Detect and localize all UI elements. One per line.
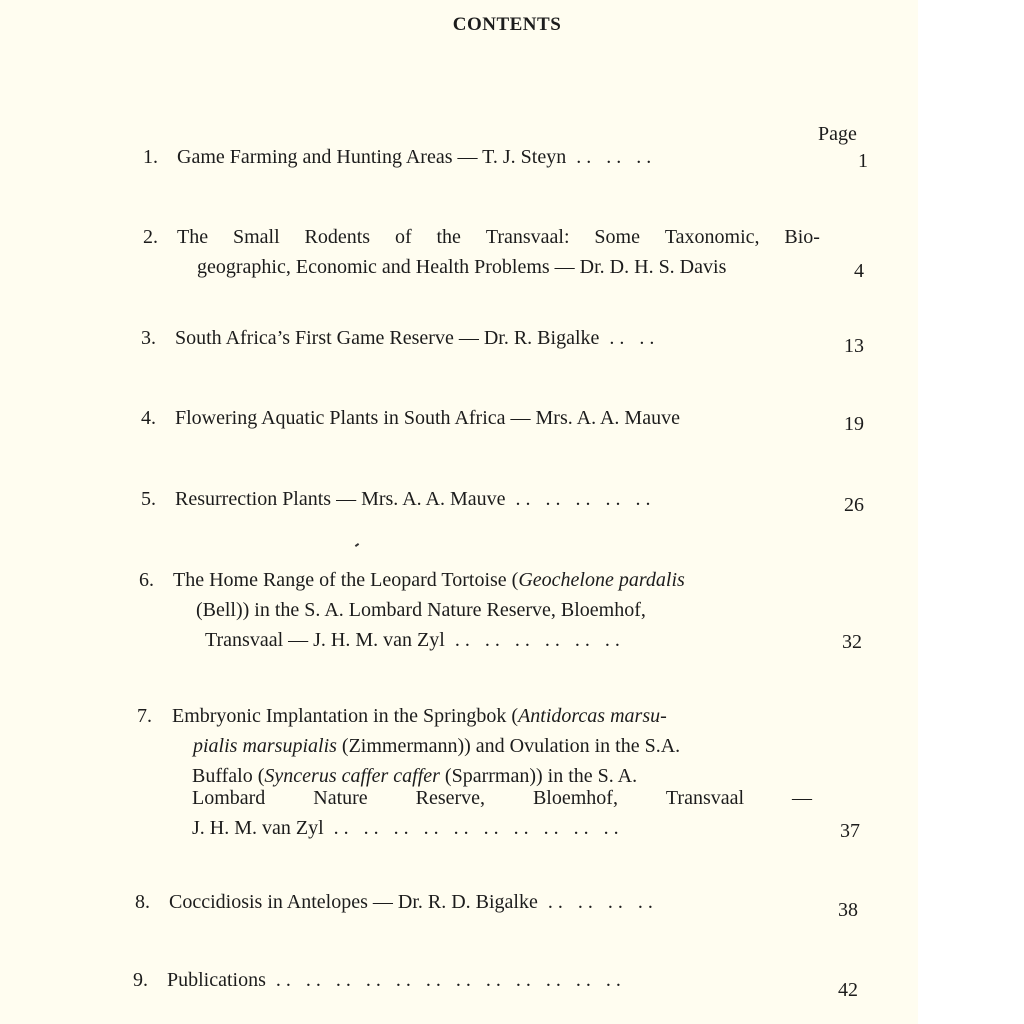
entry-title-line-4 (192, 785, 812, 811)
contents-heading: CONTENTS (452, 14, 562, 35)
entry-title-text: Buffalo ( (192, 765, 265, 787)
leader-dots: . . . . . . . . . . . . (454, 629, 620, 651)
entry-title-text: (Zimmermann)) and Ovulation in the S.A. (341, 735, 681, 757)
entry-page-number: 38 (838, 899, 858, 921)
entry-title (169, 889, 653, 915)
word: Some (594, 226, 640, 248)
entry-page-number: 19 (844, 413, 864, 435)
word: Transvaal (665, 787, 745, 809)
entry-number: 7. (137, 705, 152, 727)
leader-dots: . . . . (609, 327, 655, 349)
word: Reserve, (415, 787, 486, 809)
print-speck (355, 543, 359, 547)
entry-title-text: Publications (167, 969, 266, 991)
word: Taxonomic, (664, 226, 760, 248)
species-name: Antidorcas marsu- (518, 705, 667, 727)
entry-title (177, 144, 651, 170)
entry-title-line-2 (193, 733, 680, 759)
entry-page-number: 1 (858, 150, 868, 172)
entry-number: 9. (133, 969, 148, 991)
entry-title-line-1 (173, 567, 685, 593)
entry-page-number: 42 (838, 979, 858, 1001)
word: Transvaal: (485, 226, 570, 248)
page-column-label: Page (818, 123, 857, 145)
entry-page-number: 4 (854, 260, 864, 282)
entry-page-number: 13 (844, 335, 864, 357)
species-name: Syncerus caffer caffer (264, 765, 440, 787)
entry-number: 4. (141, 407, 156, 429)
entry-title (175, 486, 651, 512)
word: Rodents (304, 226, 371, 248)
word: the (436, 226, 461, 248)
species-name: pialis marsupialis (193, 735, 337, 757)
entry-title-line-2: geographic, Economic and Health Problems — Dr. D. H. S. Davis (197, 256, 727, 278)
leader-dots: . . . . . . . . . . . . . . . . . . . . (333, 817, 619, 839)
word: Small (232, 226, 280, 248)
word: The (177, 226, 209, 248)
entry-title-text: Resurrection Plants — Mrs. A. A. Mauve (175, 488, 506, 510)
entry-page-number: 26 (844, 494, 864, 516)
entry-number: 1. (143, 146, 158, 168)
entry-title-text: Embryonic Implantation in the Springbok ( (172, 705, 519, 727)
leader-dots: . . . . . . . . (547, 891, 653, 913)
entry-title-text: Coccidiosis in Antelopes — Dr. R. D. Bigalke (169, 891, 538, 913)
entry-title-text: (Sparrman)) in the S. A. (444, 765, 638, 787)
entry-title-text: Transvaal — J. H. M. van Zyl (205, 629, 445, 651)
entry-title-line-1 (177, 224, 820, 250)
entry-number: 6. (139, 569, 154, 591)
entry-number: 2. (143, 226, 158, 248)
word: — (792, 787, 812, 809)
leader-dots: . . . . . . . . . . . . . . . . . . . . . . . . (275, 969, 621, 991)
leader-dots: . . . . . . . . . . (515, 488, 651, 510)
entry-page-number: 37 (840, 820, 860, 842)
entry-title (175, 325, 654, 351)
entry-title (167, 967, 621, 993)
entry-title-line-5 (192, 815, 619, 841)
leader-dots: . . . . . . (576, 146, 652, 168)
species-name: Geochelone pardalis (518, 569, 685, 591)
entry-number: 8. (135, 891, 150, 913)
word: Nature (313, 787, 368, 809)
entry-number: 3. (141, 327, 156, 349)
entry-title-text: Game Farming and Hunting Areas — T. J. Steyn (177, 146, 567, 168)
entry-title-text: South Africa’s First Game Reserve — Dr. R. Bigalke (175, 327, 600, 349)
word: Bloemhof, (532, 787, 618, 809)
entry-title-line-3 (205, 627, 620, 653)
entry-title-text: The Home Range of the Leopard Tortoise ( (173, 569, 519, 591)
entry-title-line-1 (172, 703, 667, 729)
entry-title-text: J. H. M. van Zyl (192, 817, 324, 839)
word: of (394, 226, 412, 248)
word: Bio- (784, 226, 820, 248)
entry-page-number: 32 (842, 631, 862, 653)
word: Lombard (192, 787, 266, 809)
entry-title-line-2: (Bell)) in the S. A. Lombard Nature Reserve, Bloemhof, (196, 599, 646, 621)
entry-number: 5. (141, 488, 156, 510)
entry-title: Flowering Aquatic Plants in South Africa — Mrs. A. A. Mauve (175, 407, 680, 429)
